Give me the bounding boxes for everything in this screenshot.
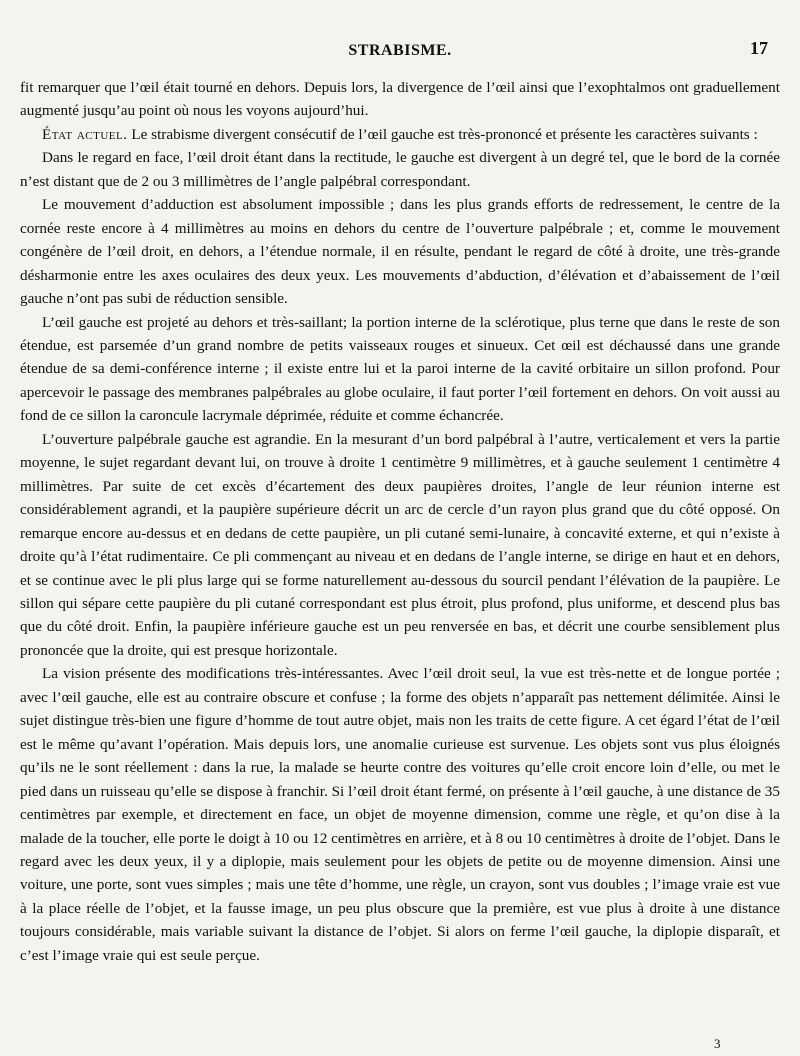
paragraph-text: L’œil gauche est projeté au dehors et très-saillant; la portion interne de la sclérotique, plus terne que dans le reste de son étendue, est parsemée d’un grand nombre de petits vaisseaux rouges et sinueux. Cet œil est déchaussé dans une grande étendue de sa demi-conférence interne ; il existe entre lui et la paroi interne de la cavité orbitaire un sillon profond. Pour apercevoir le passage des membranes palpébrales au globe oculaire, il faut porter l’œil fortement en dehors. On voit aussi au fond de ce sillon la caroncule lacrymale déprimée, réduite et comme échancrée. <box>20 313 780 425</box>
paragraph <box>20 193 780 310</box>
section-lead: État actuel. <box>42 125 128 143</box>
paragraph-text: Dans le regard en face, l’œil droit étant dans la rectitude, le gauche est divergent à un degré tel, que le bord de la cornée n’est distant que de 2 ou 3 millimètres de l’angle palpébral correspondant. <box>20 149 780 190</box>
paragraph-text: fit remarquer que l’œil était tourné en dehors. Depuis lors, la divergence de l’œil ainsi que l’exophtalmos ont graduellement augmenté jusqu’au point où nous les voyons aujourd’hui. <box>20 79 780 120</box>
page-number: 17 <box>750 38 768 58</box>
signature-mark: 3 <box>714 1036 721 1051</box>
paragraph-text: La vision présente des modifications très-intéressantes. Avec l’œil droit seul, la vue est très-nette et de longue portée ; avec l’œil gauche, elle est au contraire obscure et confuse ; la forme des objets n’apparaît pas nettement délimitée. Ainsi le sujet distingue très-bien une figure d’homme de tout autre objet, mais non les traits de cette figure. A cet égard l’état de l’œil est le même qu’avant l’opération. Mais depuis lors, une anomalie curieuse est survenue. Les objets sont vus plus éloignés qu’ils ne le sont réellement : dans la rue, la malade se heurte contre des voitures qu’elle croit encore loin d’elle, ou met le pied dans un ruisseau qu’elle se dispose à franchir. Si l’œil droit étant fermé, on présente à l’œil gauche, à une distance de 35 centimètres par exemple, et directement en face, un objet de moyenne dimension, comme une règle, et qu’on dise à la malade de la toucher, elle porte le doigt à 10 ou 12 centimètres en arrière, et à 8 ou 10 centimètres à droite de l’objet. Dans le regard avec les deux yeux, il y a diplopie, mais seulement pour les objets de petite ou de moyenne dimension. Ainsi une voiture, une porte, sont vues simples ; mais une tête d’homme, une règle, un crayon, sont vus doubles ; l’image vraie est vue à la place réelle de l’objet, et la fausse image, un peu plus obscure que la première, est vue plus à droite à une distance toujours considérable, mais variable suivant la distance de l’objet. Si alors on ferme l’œil gauche, la diplopie disparaît, et c’est l’image vraie qui est seule perçue. <box>20 665 780 964</box>
running-title: STRABISME. <box>348 42 452 59</box>
paragraph <box>20 428 780 663</box>
paragraph <box>20 146 780 193</box>
paragraph-text: Le mouvement d’adduction est absolument impossible ; dans les plus grands efforts de redressement, le centre de la cornée reste encore à 4 millimètres au moins en dehors du centre de l’ouverture palpébrale ; et, comme le mouvement congénère de l’œil droit, en dehors, a l’étendue normale, il en résulte, pendant le regard de côté à droite, une très-grande désharmonie entre les axes oculaires des deux yeux. Les mouvements d’abduction, d’élévation et d’abaissement de l’œil gauche n’ont pas subi de réduction sensible. <box>20 196 780 308</box>
body-text <box>20 76 780 967</box>
paragraph-text: L’ouverture palpébrale gauche est agrandie. En la mesurant d’un bord palpébral à l’autre, verticalement et vers la partie moyenne, le sujet regardant devant lui, on trouve à droite 1 centimètre 9 millimètres, et à gauche seulement 1 centimètre 4 millimètres. Par suite de cet excès d’écartement des deux paupières droites, l’angle de leur réunion interne est considérablement agrandi, et la paupière supérieure décrit un arc de cercle d’un rayon plus grand que du côté opposé. On remarque encore au-dessus et en dedans de cette paupière, un pli cutané semi-lunaire, à concavité externe, et qui n’existe à droite qu’à l’état rudimentaire. Ce pli commençant au niveau et en dedans de l’angle interne, se dirige en haut et en dehors, et se continue avec le pli plus large qui se forme naturellement au-dessous du sourcil pendant l’élévation de la paupière. Le sillon qui sépare cette paupière du pli cutané correspondant est plus étroit, plus profond, plus uniforme, et descend plus bas que du côté droit. Enfin, la paupière inférieure gauche est un peu renversée en bas, et décrit une courbe sensiblement plus prononcée que la droite, qui est presque horizontale. <box>20 430 780 659</box>
paragraph-text: Le strabisme divergent consécutif de l’œil gauche est très-prononcé et présente les caractères suivants : <box>127 125 758 143</box>
paragraph <box>20 76 780 123</box>
paragraph <box>20 662 780 967</box>
paragraph <box>20 311 780 428</box>
paragraph <box>20 123 780 146</box>
